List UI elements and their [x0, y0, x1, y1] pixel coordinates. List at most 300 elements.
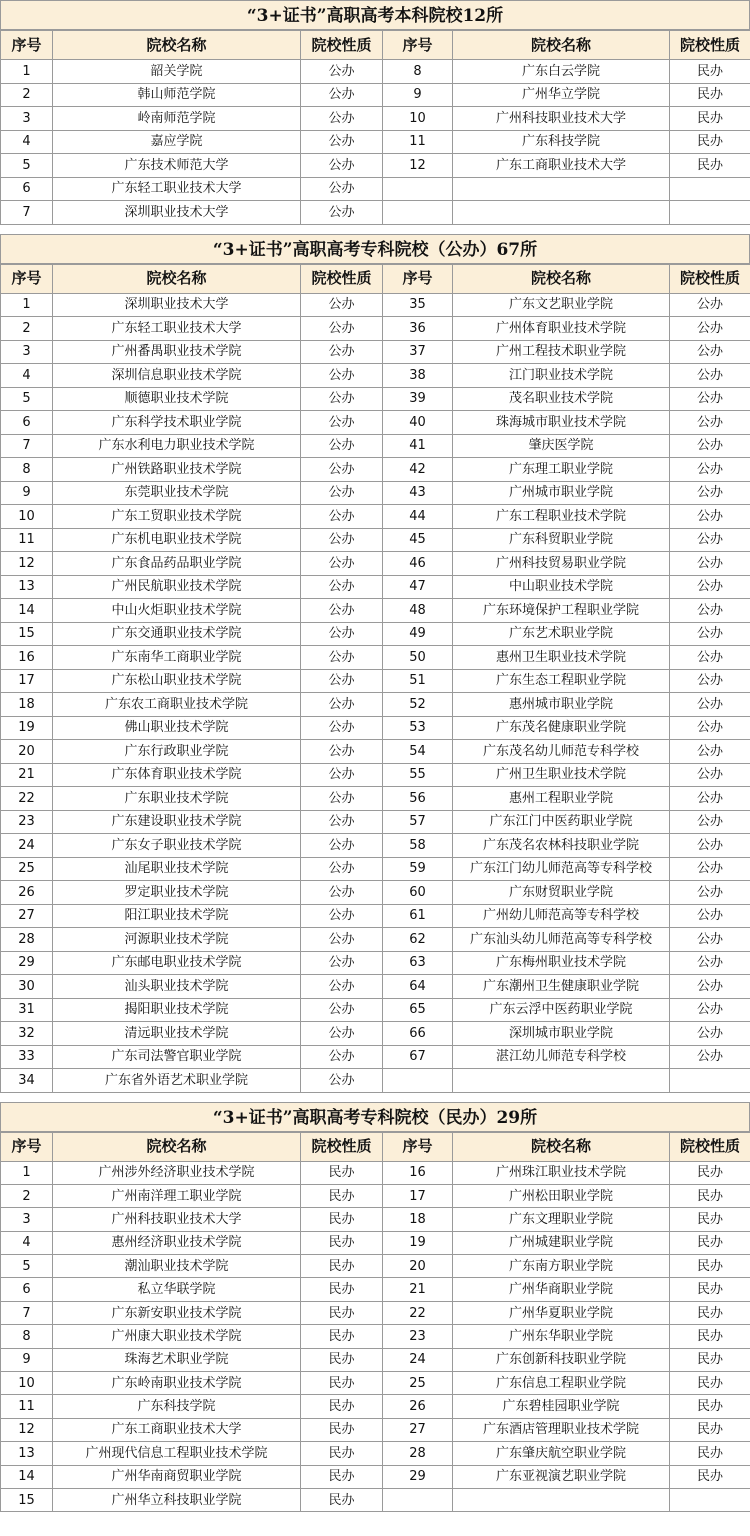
table-row [1, 646, 750, 670]
school-name: 广东梅州职业技术学院 [453, 951, 670, 975]
table-row [1, 60, 750, 84]
section-divider [0, 225, 750, 234]
school-name: 广东技术师范大学 [53, 154, 301, 178]
school-name: 广东南华工商职业学院 [53, 646, 301, 670]
school-name: 广州科技职业技术大学 [453, 107, 670, 131]
school-type: 公办 [301, 975, 383, 999]
school-no: 22 [1, 787, 53, 811]
school-no: 56 [383, 787, 453, 811]
school-type: 公办 [301, 904, 383, 928]
school-no: 9 [1, 481, 53, 505]
school-no: 29 [383, 1465, 453, 1488]
school-name: 广东艺术职业学院 [453, 622, 670, 646]
school-name: 广东工贸职业技术学院 [53, 505, 301, 529]
school-name: 茂名职业技术学院 [453, 387, 670, 411]
school-type: 民办 [670, 1442, 750, 1465]
school-no: 36 [383, 317, 453, 341]
empty-cell [383, 1069, 453, 1093]
school-no: 53 [383, 716, 453, 740]
table-row [1, 904, 750, 928]
school-type: 公办 [670, 740, 750, 764]
header-name: 院校名称 [453, 264, 670, 293]
empty-cell [383, 201, 453, 225]
school-name: 广州华立科技职业学院 [53, 1488, 301, 1511]
header-no: 序号 [1, 1132, 53, 1161]
header-no: 序号 [383, 264, 453, 293]
school-no: 64 [383, 975, 453, 999]
header-name: 院校名称 [53, 264, 301, 293]
school-type: 公办 [670, 928, 750, 952]
school-name: 汕头职业技术学院 [53, 975, 301, 999]
school-type: 公办 [301, 528, 383, 552]
school-type: 民办 [670, 1161, 750, 1184]
school-name: 广州工程技术职业学院 [453, 340, 670, 364]
school-type: 公办 [301, 669, 383, 693]
school-no: 17 [383, 1184, 453, 1207]
school-type: 公办 [670, 317, 750, 341]
school-no: 19 [1, 716, 53, 740]
school-no: 22 [383, 1301, 453, 1324]
school-name: 广东碧桂园职业学院 [453, 1395, 670, 1418]
header-no: 序号 [383, 31, 453, 60]
school-no: 43 [383, 481, 453, 505]
school-name: 中山职业技术学院 [453, 575, 670, 599]
school-type: 公办 [670, 411, 750, 435]
school-no: 17 [1, 669, 53, 693]
school-no: 15 [1, 622, 53, 646]
table-row [1, 998, 750, 1022]
school-name: 惠州经济职业技术学院 [53, 1231, 301, 1254]
school-no: 62 [383, 928, 453, 952]
school-no: 28 [383, 1442, 453, 1465]
school-name: 广东工商职业技术大学 [453, 154, 670, 178]
school-type: 公办 [301, 107, 383, 131]
school-type: 公办 [301, 130, 383, 154]
school-type: 民办 [670, 1278, 750, 1301]
table-row [1, 1255, 750, 1278]
header-no: 序号 [1, 264, 53, 293]
school-name: 广州南洋理工职业学院 [53, 1184, 301, 1207]
school-no: 28 [1, 928, 53, 952]
school-name: 岭南师范学院 [53, 107, 301, 131]
empty-cell [453, 177, 670, 201]
school-name: 广东新安职业技术学院 [53, 1301, 301, 1324]
school-no: 63 [383, 951, 453, 975]
school-no: 67 [383, 1045, 453, 1069]
table-row [1, 83, 750, 107]
school-name: 广东科技学院 [453, 130, 670, 154]
empty-cell [670, 1488, 750, 1511]
school-name: 广州番禺职业技术学院 [53, 340, 301, 364]
school-type: 民办 [670, 1325, 750, 1348]
school-type: 公办 [670, 364, 750, 388]
header-type: 院校性质 [670, 31, 750, 60]
table-row [1, 552, 750, 576]
school-name: 广东亚视演艺职业学院 [453, 1465, 670, 1488]
table-row [1, 951, 750, 975]
school-name: 广州幼儿师范高等专科学校 [453, 904, 670, 928]
school-no: 1 [1, 1161, 53, 1184]
school-no: 12 [383, 154, 453, 178]
school-type: 民办 [670, 1184, 750, 1207]
school-no: 4 [1, 1231, 53, 1254]
school-type: 公办 [670, 763, 750, 787]
school-no: 3 [1, 107, 53, 131]
section-private-college [0, 1102, 750, 1513]
school-type: 公办 [301, 317, 383, 341]
school-no: 25 [383, 1372, 453, 1395]
school-type: 民办 [670, 60, 750, 84]
school-no: 61 [383, 904, 453, 928]
table-row [1, 1395, 750, 1418]
school-name: 广州松田职业学院 [453, 1184, 670, 1207]
school-type: 公办 [670, 693, 750, 717]
school-name: 广东交通职业技术学院 [53, 622, 301, 646]
school-no: 2 [1, 83, 53, 107]
school-name: 广东行政职业学院 [53, 740, 301, 764]
school-no: 27 [1, 904, 53, 928]
school-no: 59 [383, 857, 453, 881]
school-no: 26 [1, 881, 53, 905]
school-no: 21 [1, 763, 53, 787]
school-no: 12 [1, 552, 53, 576]
empty-cell [453, 1488, 670, 1511]
school-type: 民办 [301, 1278, 383, 1301]
school-no: 37 [383, 340, 453, 364]
school-no: 3 [1, 340, 53, 364]
school-type: 公办 [670, 505, 750, 529]
school-name: 广州科技职业技术大学 [53, 1208, 301, 1231]
table-row [1, 1488, 750, 1511]
school-no: 8 [1, 458, 53, 482]
school-type: 民办 [301, 1348, 383, 1371]
school-no: 33 [1, 1045, 53, 1069]
school-type: 公办 [301, 622, 383, 646]
section-undergrad [0, 0, 750, 225]
table-row [1, 1278, 750, 1301]
school-no: 38 [383, 364, 453, 388]
section-title: “3+证书”高职高考本科院校12所 [0, 0, 750, 30]
table-row [1, 1348, 750, 1371]
school-type: 公办 [301, 154, 383, 178]
school-name: 揭阳职业技术学院 [53, 998, 301, 1022]
table-header-row [1, 31, 750, 60]
school-type: 公办 [670, 669, 750, 693]
school-no: 46 [383, 552, 453, 576]
school-name: 广东云浮中医药职业学院 [453, 998, 670, 1022]
school-name: 广东文艺职业学院 [453, 293, 670, 317]
school-name: 广东科贸职业学院 [453, 528, 670, 552]
school-no: 58 [383, 834, 453, 858]
table-row [1, 1208, 750, 1231]
school-no: 54 [383, 740, 453, 764]
school-no: 42 [383, 458, 453, 482]
school-type: 公办 [301, 505, 383, 529]
table-row [1, 622, 750, 646]
school-no: 11 [383, 130, 453, 154]
school-no: 24 [383, 1348, 453, 1371]
school-name: 广州城市职业学院 [453, 481, 670, 505]
school-type: 公办 [301, 787, 383, 811]
school-no: 15 [1, 1488, 53, 1511]
school-type: 民办 [670, 1348, 750, 1371]
table-row [1, 293, 750, 317]
school-name: 珠海艺术职业学院 [53, 1348, 301, 1371]
school-no: 2 [1, 1184, 53, 1207]
empty-cell [670, 1069, 750, 1093]
school-name: 广州铁路职业技术学院 [53, 458, 301, 482]
table-row [1, 857, 750, 881]
table-row [1, 1325, 750, 1348]
table-row [1, 528, 750, 552]
school-no: 45 [383, 528, 453, 552]
header-no: 序号 [383, 1132, 453, 1161]
school-type: 公办 [301, 201, 383, 225]
school-type: 民办 [301, 1255, 383, 1278]
school-type: 公办 [301, 646, 383, 670]
school-type: 民办 [670, 1301, 750, 1324]
school-type: 民办 [301, 1184, 383, 1207]
school-type: 公办 [670, 716, 750, 740]
header-type: 院校性质 [301, 31, 383, 60]
school-name: 广东肇庆航空职业学院 [453, 1442, 670, 1465]
school-type: 民办 [301, 1161, 383, 1184]
school-no: 44 [383, 505, 453, 529]
school-name: 韩山师范学院 [53, 83, 301, 107]
school-name: 广州涉外经济职业技术学院 [53, 1161, 301, 1184]
school-type: 公办 [670, 857, 750, 881]
school-no: 35 [383, 293, 453, 317]
table-row [1, 130, 750, 154]
school-type: 公办 [301, 340, 383, 364]
school-name: 东莞职业技术学院 [53, 481, 301, 505]
school-type: 公办 [670, 458, 750, 482]
table-row [1, 810, 750, 834]
school-type: 公办 [301, 740, 383, 764]
school-no: 23 [383, 1325, 453, 1348]
table-row [1, 575, 750, 599]
empty-cell [453, 201, 670, 225]
school-no: 66 [383, 1022, 453, 1046]
table-row [1, 1045, 750, 1069]
school-type: 公办 [301, 881, 383, 905]
school-type: 公办 [301, 83, 383, 107]
school-no: 40 [383, 411, 453, 435]
school-no: 5 [1, 154, 53, 178]
school-name: 广州民航职业技术学院 [53, 575, 301, 599]
school-no: 12 [1, 1418, 53, 1441]
school-name: 广州康大职业技术学院 [53, 1325, 301, 1348]
school-name: 广东女子职业技术学院 [53, 834, 301, 858]
school-type: 公办 [670, 1045, 750, 1069]
school-no: 10 [1, 505, 53, 529]
school-type: 公办 [301, 458, 383, 482]
school-name: 广州华立学院 [453, 83, 670, 107]
school-name: 广东食品药品职业学院 [53, 552, 301, 576]
school-no: 57 [383, 810, 453, 834]
school-no: 65 [383, 998, 453, 1022]
school-type: 民办 [670, 1231, 750, 1254]
school-no: 16 [1, 646, 53, 670]
school-name: 广东环境保护工程职业学院 [453, 599, 670, 623]
school-name: 广东信息工程职业学院 [453, 1372, 670, 1395]
school-no: 9 [383, 83, 453, 107]
school-name: 深圳信息职业技术学院 [53, 364, 301, 388]
school-type: 公办 [670, 528, 750, 552]
school-no: 9 [1, 1348, 53, 1371]
school-type: 公办 [301, 810, 383, 834]
header-name: 院校名称 [53, 31, 301, 60]
header-type: 院校性质 [301, 264, 383, 293]
school-table [0, 1132, 750, 1513]
school-no: 7 [1, 434, 53, 458]
table-row [1, 881, 750, 905]
school-name: 广东江门中医药职业学院 [453, 810, 670, 834]
school-type: 民办 [301, 1395, 383, 1418]
school-type: 公办 [670, 998, 750, 1022]
school-name: 广州体育职业技术学院 [453, 317, 670, 341]
school-type: 公办 [670, 787, 750, 811]
school-type: 公办 [301, 716, 383, 740]
school-type: 公办 [670, 810, 750, 834]
school-name: 广州科技贸易职业学院 [453, 552, 670, 576]
school-type: 公办 [670, 575, 750, 599]
school-table [0, 30, 750, 225]
school-name: 广东茂名农林科技职业学院 [453, 834, 670, 858]
table-row [1, 317, 750, 341]
school-no: 10 [383, 107, 453, 131]
school-name: 广东轻工职业技术大学 [53, 177, 301, 201]
school-name: 惠州城市职业学院 [453, 693, 670, 717]
school-type: 民办 [670, 1208, 750, 1231]
section-title: “3+证书”高职高考专科院校（民办）29所 [0, 1102, 750, 1132]
school-type: 民办 [301, 1301, 383, 1324]
school-name: 广东邮电职业技术学院 [53, 951, 301, 975]
table-row [1, 505, 750, 529]
school-no: 10 [1, 1372, 53, 1395]
school-type: 民办 [670, 1418, 750, 1441]
school-name: 广东文理职业学院 [453, 1208, 670, 1231]
school-no: 14 [1, 599, 53, 623]
empty-cell [453, 1069, 670, 1093]
school-no: 20 [1, 740, 53, 764]
school-type: 民办 [301, 1208, 383, 1231]
school-name: 河源职业技术学院 [53, 928, 301, 952]
school-no: 20 [383, 1255, 453, 1278]
school-type: 民办 [301, 1372, 383, 1395]
school-type: 民办 [301, 1465, 383, 1488]
header-no: 序号 [1, 31, 53, 60]
school-type: 民办 [301, 1325, 383, 1348]
school-no: 6 [1, 177, 53, 201]
school-name: 广东生态工程职业学院 [453, 669, 670, 693]
school-type: 公办 [670, 975, 750, 999]
school-no: 55 [383, 763, 453, 787]
table-row [1, 669, 750, 693]
school-type: 公办 [301, 599, 383, 623]
school-name: 深圳城市职业学院 [453, 1022, 670, 1046]
table-row [1, 1442, 750, 1465]
school-type: 民办 [301, 1488, 383, 1511]
school-type: 民办 [670, 154, 750, 178]
school-name: 广东岭南职业技术学院 [53, 1372, 301, 1395]
school-type: 公办 [670, 646, 750, 670]
school-no: 11 [1, 528, 53, 552]
table-row [1, 154, 750, 178]
school-no: 8 [383, 60, 453, 84]
school-name: 广东白云学院 [453, 60, 670, 84]
school-name: 阳江职业技术学院 [53, 904, 301, 928]
table-row [1, 1022, 750, 1046]
school-no: 24 [1, 834, 53, 858]
header-type: 院校性质 [670, 264, 750, 293]
school-type: 公办 [670, 904, 750, 928]
table-row [1, 1069, 750, 1093]
school-name: 广东松山职业技术学院 [53, 669, 301, 693]
school-type: 民办 [670, 1465, 750, 1488]
header-name: 院校名称 [53, 1132, 301, 1161]
school-type: 公办 [670, 293, 750, 317]
table-row [1, 787, 750, 811]
school-type: 民办 [670, 1372, 750, 1395]
school-name: 惠州工程职业学院 [453, 787, 670, 811]
school-no: 39 [383, 387, 453, 411]
school-no: 11 [1, 1395, 53, 1418]
school-type: 公办 [301, 60, 383, 84]
school-no: 5 [1, 387, 53, 411]
school-name: 惠州卫生职业技术学院 [453, 646, 670, 670]
table-row [1, 928, 750, 952]
school-no: 41 [383, 434, 453, 458]
school-no: 5 [1, 1255, 53, 1278]
school-name: 罗定职业技术学院 [53, 881, 301, 905]
school-type: 民办 [301, 1418, 383, 1441]
school-name: 广东茂名健康职业学院 [453, 716, 670, 740]
school-name: 广东职业技术学院 [53, 787, 301, 811]
school-no: 34 [1, 1069, 53, 1093]
school-type: 公办 [670, 951, 750, 975]
school-type: 公办 [670, 552, 750, 576]
school-type: 公办 [670, 340, 750, 364]
table-row [1, 107, 750, 131]
school-name: 广州华商职业学院 [453, 1278, 670, 1301]
school-no: 6 [1, 1278, 53, 1301]
school-no: 4 [1, 130, 53, 154]
table-row [1, 1184, 750, 1207]
school-name: 广州华夏职业学院 [453, 1301, 670, 1324]
school-type: 公办 [301, 293, 383, 317]
school-no: 48 [383, 599, 453, 623]
header-name: 院校名称 [453, 31, 670, 60]
school-no: 50 [383, 646, 453, 670]
school-type: 公办 [301, 434, 383, 458]
school-type: 公办 [301, 481, 383, 505]
school-type: 公办 [670, 481, 750, 505]
school-no: 3 [1, 1208, 53, 1231]
school-no: 2 [1, 317, 53, 341]
school-no: 4 [1, 364, 53, 388]
school-no: 23 [1, 810, 53, 834]
school-type: 公办 [301, 364, 383, 388]
table-row [1, 1418, 750, 1441]
school-type: 公办 [670, 434, 750, 458]
table-row [1, 364, 750, 388]
school-no: 60 [383, 881, 453, 905]
school-name: 广州华南商贸职业学院 [53, 1465, 301, 1488]
section-public-college [0, 234, 750, 1093]
school-name: 广东机电职业技术学院 [53, 528, 301, 552]
table-row [1, 716, 750, 740]
